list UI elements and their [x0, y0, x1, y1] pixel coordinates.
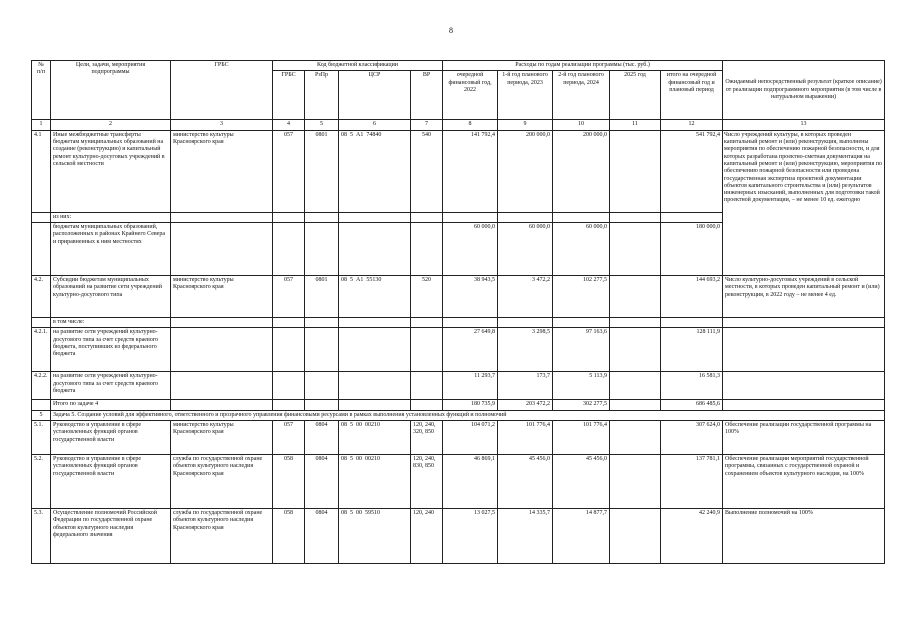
row-grbs: служба по государственной охране объектов культурного наследия Красноярского края — [171, 508, 273, 563]
row-2022: 60 000,0 — [443, 222, 498, 275]
row-name: Осуществление полномочий Российской Федерации по государственной охране объектов культурного наследия федерального значения — [51, 508, 171, 563]
row-name: в том числе: — [51, 317, 171, 327]
row-code: 058 — [273, 454, 305, 508]
col-number: 12 — [661, 120, 723, 130]
page-number: 8 — [449, 26, 453, 35]
table-row — [32, 328, 885, 372]
sub-header-2025: 2025 год — [610, 71, 661, 120]
table-row-total — [32, 400, 885, 410]
row-rzpr: 0801 — [305, 275, 339, 317]
row-2023: 14 335,7 — [498, 508, 553, 563]
row-code: 057 — [273, 275, 305, 317]
row-2022: 11 293,7 — [443, 372, 498, 400]
row-total: 137 781,1 — [661, 454, 723, 508]
row-2024: 60 000,0 — [553, 222, 610, 275]
table-row — [32, 420, 885, 454]
row-csr: 08 5 А1 74840 — [339, 130, 411, 212]
col-number: 5 — [305, 120, 339, 130]
row-2022: 38 943,5 — [443, 275, 498, 317]
col-header-goals: Цели, задачи, мероприятия подпрограммы — [51, 61, 171, 120]
row-num: 4.2.1. — [32, 328, 51, 372]
row-total: 307 624,0 — [661, 420, 723, 454]
col-header-budget-code: Код бюджетной классификации — [273, 61, 443, 71]
row-name: Иные межбюджетные трансферты бюджетам муниципальных образований на создание (реконструкцию) и капитальный ремонт культурно-досуговых учреждений в сельской местности — [51, 130, 171, 212]
row-num: 4.1 — [32, 130, 51, 212]
col-number: 9 — [498, 120, 553, 130]
row-code: 057 — [273, 420, 305, 454]
row-grbs: служба по государственной охране объектов культурного наследия Красноярского края — [171, 454, 273, 508]
col-header-grbs: ГРБС — [171, 61, 273, 120]
table-row — [32, 130, 885, 212]
table-row — [32, 508, 885, 563]
table-row — [32, 275, 885, 317]
table-row — [32, 317, 885, 327]
row-rzpr: 0804 — [305, 454, 339, 508]
row-total: 128 111,9 — [661, 328, 723, 372]
row-2023: 101 776,4 — [498, 420, 553, 454]
col-number: 7 — [411, 120, 443, 130]
row-2022: 13 027,5 — [443, 508, 498, 563]
row-2024: 102 277,5 — [553, 275, 610, 317]
row-2024: 45 456,0 — [553, 454, 610, 508]
row-total: 42 240,9 — [661, 508, 723, 563]
table-row — [32, 372, 885, 400]
col-number: 13 — [723, 120, 885, 130]
row-2023: 203 472,2 — [498, 400, 553, 410]
col-number: 11 — [610, 120, 661, 130]
col-number: 6 — [339, 120, 411, 130]
sub-header-2022: очередной финансовый год, 2022 — [443, 71, 498, 120]
row-2023: 60 000,0 — [498, 222, 553, 275]
row-2022: 27 649,8 — [443, 328, 498, 372]
row-2023: 173,7 — [498, 372, 553, 400]
col-number: 1 — [32, 120, 51, 130]
sub-header-vr: ВР — [411, 71, 443, 120]
row-code: 058 — [273, 508, 305, 563]
col-header-result: Ожидаемый непосредственный результат (краткое описание) от реализации подпрограммного мероприятия (в том числе в натуральном выражении) — [723, 61, 885, 120]
row-name: Руководство и управление в сфере установленных функций органов государственной власти — [51, 454, 171, 508]
row-csr: 08 5 00 00210 — [339, 454, 411, 508]
row-2023: 3 298,5 — [498, 328, 553, 372]
row-rzpr: 0804 — [305, 420, 339, 454]
row-num: 4.2.2. — [32, 372, 51, 400]
row-num: 5.1. — [32, 420, 51, 454]
row-grbs: министерство культуры Красноярского края — [171, 130, 273, 212]
row-2022: 46 869,1 — [443, 454, 498, 508]
sub-header-2023: 1-й год планового периода, 2023 — [498, 71, 553, 120]
row-total: 686 485,6 — [661, 400, 723, 410]
row-csr: 08 5 00 00210 — [339, 420, 411, 454]
row-2024: 14 877,7 — [553, 508, 610, 563]
row-2024: 101 776,4 — [553, 420, 610, 454]
row-num: 4.2. — [32, 275, 51, 317]
col-number: 3 — [171, 120, 273, 130]
row-vr: 540 — [411, 130, 443, 212]
row-2025 — [610, 130, 661, 212]
row-grbs: министерство культуры Красноярского края — [171, 275, 273, 317]
row-result: Число культурно-досуговых учреждений в сельской местности, в которых проведен капитальный ремонт и (или) реконструкция, в 2022 году – не менее 4 ед. — [723, 275, 885, 317]
row-rzpr: 0801 — [305, 130, 339, 212]
row-total: 541 792,4 — [661, 130, 723, 212]
task-title: Задача 5. Создание условий для эффективного, ответственного и прозрачного управления финансовыми ресурсами в рамках выполнения установленных функций и полномочий — [51, 410, 885, 420]
row-name: бюджетам муниципальных образований, расположенных в районах Крайнего Севера и приравненных к ним местностях — [51, 222, 171, 275]
col-number: 2 — [51, 120, 171, 130]
row-2024: 5 113,9 — [553, 372, 610, 400]
sub-header-total: итого на очередной финансовый год и плановый период — [661, 71, 723, 120]
row-csr: 08 5 А1 55130 — [339, 275, 411, 317]
row-name: Руководство и управление в сфере установленных функций органов государственной власти — [51, 420, 171, 454]
row-vr: 120, 240 — [411, 508, 443, 563]
row-result: Число учреждений культуры, в которых проведен капитальный ремонт и (или) реконструкция, выполнены мероприятия по обеспечению пожарной безопасности, и для которых разработана проектно-сметная документация на капитальный ремонт и (или) реконструкцию, мероприятия по обеспечению пожарной безопасности или проведена государственная экспертиза проектной документации объектов капитального строительства и (или) результатов инженерных изысканий, выполненных для подготовки такой проектной документации, – не менее 10 ед. ежегодно — [723, 130, 885, 275]
row-num: 5 — [32, 410, 51, 420]
row-total: 144 693,2 — [661, 275, 723, 317]
row-2023: 45 456,0 — [498, 454, 553, 508]
col-number: 4 — [273, 120, 305, 130]
row-name: из них: — [51, 212, 171, 222]
row-2024: 302 277,5 — [553, 400, 610, 410]
row-name: на развитие сети учреждений культурно-досугового типа за счет средств краевого бюджета — [51, 372, 171, 400]
row-code: 057 — [273, 130, 305, 212]
row-num: 5.3. — [32, 508, 51, 563]
row-vr: 520 — [411, 275, 443, 317]
col-header-num: № п/п — [32, 61, 51, 120]
col-header-expenses: Расходы по годам реализации программы (тыс. руб.) — [443, 61, 723, 71]
sub-header-2024: 2-й год планового периода, 2024 — [553, 71, 610, 120]
row-2024: 97 163,6 — [553, 328, 610, 372]
row-total: 16 581,3 — [661, 372, 723, 400]
row-2022: 180 735,9 — [443, 400, 498, 410]
row-name: Субсидии бюджетам муниципальных образований на развитие сети учреждений культурно-досугового типа — [51, 275, 171, 317]
col-number: 10 — [553, 120, 610, 130]
table-row — [32, 454, 885, 508]
sub-header-rzpr: РзПр — [305, 71, 339, 120]
row-result: Обеспечение реализации мероприятий государственной программы, связанных с государственной охраной и сохранением объектов культурного наследия, на 100% — [723, 454, 885, 508]
row-name: на развитие сети учреждений культурно-досугового типа за счет средств краевого бюджета, поступивших из федерального бюджета — [51, 328, 171, 372]
program-table — [31, 60, 885, 564]
row-2022: 104 071,2 — [443, 420, 498, 454]
row-vr: 120, 240, 830, 850 — [411, 454, 443, 508]
task-row — [32, 410, 885, 420]
row-vr: 120, 240, 320, 850 — [411, 420, 443, 454]
row-result: Выполнение полномочий на 100% — [723, 508, 885, 563]
row-csr: 08 5 00 59510 — [339, 508, 411, 563]
col-number: 8 — [443, 120, 498, 130]
row-2022: 141 792,4 — [443, 130, 498, 212]
row-2023: 3 472,2 — [498, 275, 553, 317]
row-2023: 200 000,0 — [498, 130, 553, 212]
row-grbs: министерство культуры Красноярского края — [171, 420, 273, 454]
row-rzpr: 0804 — [305, 508, 339, 563]
sub-header-grbs: ГРБС — [273, 71, 305, 120]
row-result: Обеспечение реализации государственной программы на 100% — [723, 420, 885, 454]
sub-header-csr: ЦСР — [339, 71, 411, 120]
row-total: 180 000,0 — [661, 222, 723, 275]
row-name: Итого по задаче 4 — [51, 400, 171, 410]
row-2024: 200 000,0 — [553, 130, 610, 212]
row-num: 5.2. — [32, 454, 51, 508]
